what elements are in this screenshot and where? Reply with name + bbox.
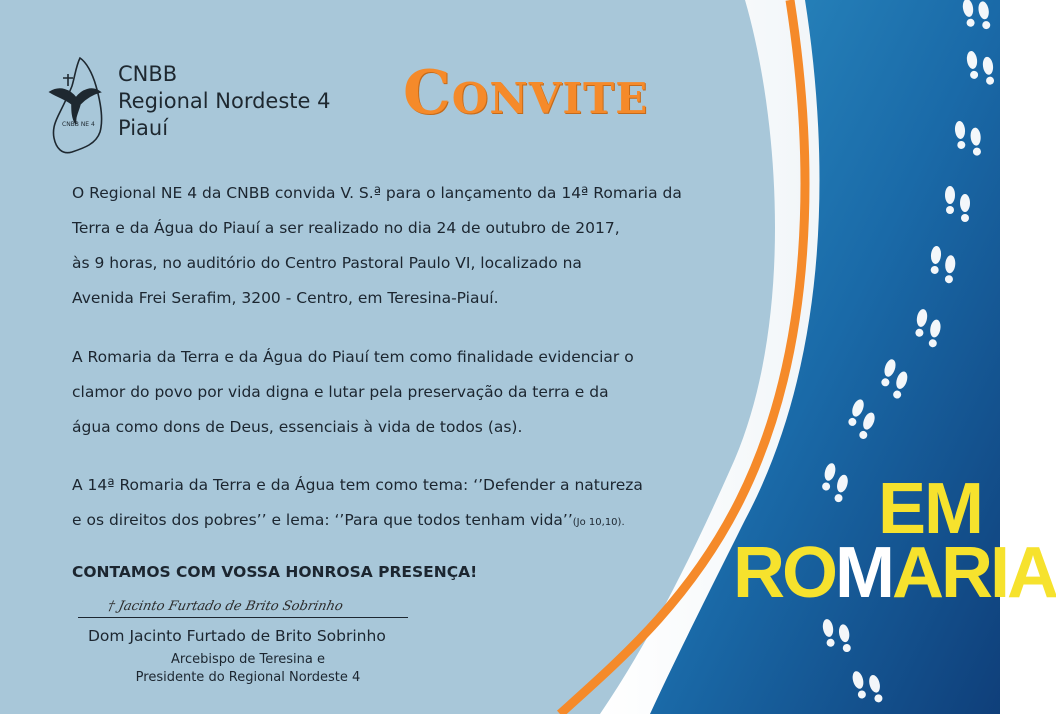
banner-part: ARIA	[891, 533, 1056, 613]
signatory-name: Dom Jacinto Furtado de Brito Sobrinho	[88, 627, 386, 645]
paragraph-line: A Romaria da Terra e da Água do Piauí tem como finalidade evidenciar o	[72, 348, 634, 366]
banner-word-em: EM	[878, 469, 982, 549]
signatory-role: Arcebispo de Teresina e	[171, 652, 325, 667]
paragraph-line	[72, 503, 722, 540]
bible-reference: (Jo 10,10).	[572, 517, 625, 528]
org-name: CNBB	[118, 62, 178, 86]
signatory-role: Presidente do Regional Nordeste 4	[135, 670, 361, 685]
closing-text: CONTAMOS COM VOSSA HONROSA PRESENÇA!	[72, 563, 478, 581]
org-region: Regional Nordeste 4	[118, 89, 331, 113]
paragraph-invitation	[72, 176, 722, 316]
banner-word-romaria	[733, 532, 1056, 614]
signature-line	[78, 617, 408, 618]
logo-label: CNBB NE 4	[62, 121, 95, 128]
banner-part: M	[835, 533, 892, 613]
paragraph-line: água como dons de Deus, essenciais à vida de todos (as).	[72, 418, 523, 436]
paragraph-purpose	[72, 340, 722, 445]
paragraph-line: clamor do povo por vida digna e lutar pela preservação da terra e da	[72, 383, 609, 401]
banner-part: RO	[733, 533, 835, 613]
paragraph-line: Avenida Frei Serafim, 3200 - Centro, em Teresina-Piauí.	[72, 289, 499, 307]
paragraph-line: A 14ª Romaria da Terra e da Água tem como tema: ‘’Defender a natureza	[72, 476, 643, 494]
paragraph-theme	[72, 468, 722, 540]
page-title: Convite	[403, 58, 649, 128]
paragraph-line: O Regional NE 4 da CNBB convida V. S.ª para o lançamento da 14ª Romaria da	[72, 184, 682, 202]
paragraph-line: às 9 horas, no auditório do Centro Pastoral Paulo VI, localizado na	[72, 254, 582, 272]
paragraph-line: Terra e da Água do Piauí a ser realizado no dia 24 de outubro de 2017,	[72, 219, 620, 237]
org-state: Piauí	[118, 116, 169, 140]
theme-motto: e os direitos dos pobres’’ e lema: ‘’Para que todos tenham vida’’	[72, 511, 573, 529]
handwritten-signature: † Jacinto Furtado de Brito Sobrinho	[106, 599, 345, 614]
